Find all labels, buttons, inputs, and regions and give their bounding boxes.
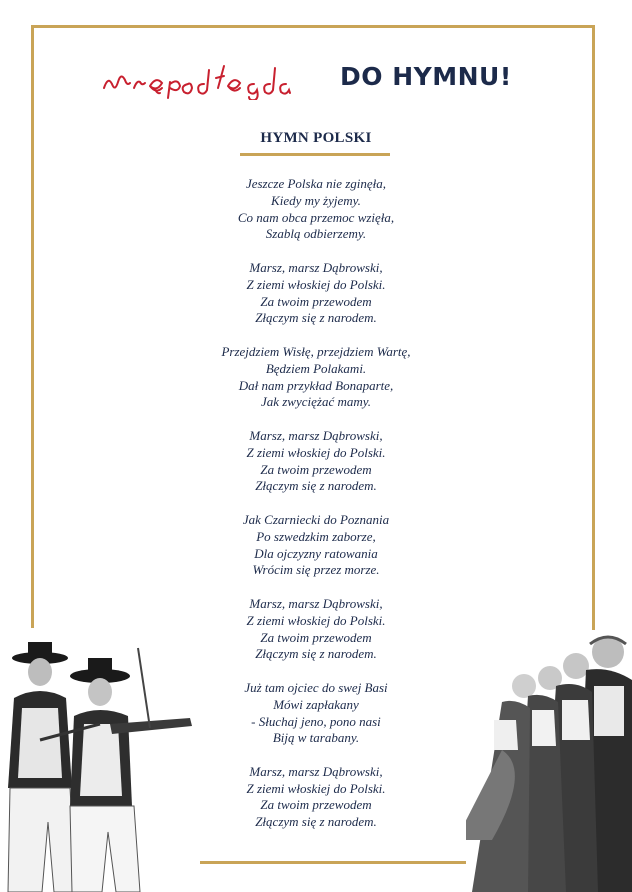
lyric-line: Marsz, marsz Dąbrowski, bbox=[249, 259, 383, 275]
folk-dancers-photo bbox=[466, 630, 632, 892]
lyric-line: Kiedy my żyjemy. bbox=[271, 192, 361, 208]
lyric-line: Za twoim przewodem bbox=[260, 461, 372, 477]
lyric-line: Złączym się z narodem. bbox=[255, 478, 377, 494]
page-title: DO HYMNU! bbox=[340, 62, 512, 91]
lyric-line: Z ziemi włoskiej do Polski. bbox=[246, 444, 386, 460]
lyric-line: Przejdziem Wisłę, przejdziem Wartę, bbox=[221, 343, 411, 359]
lyric-line: Już tam ojciec do swej Basi bbox=[244, 679, 388, 695]
lyric-line: Marsz, marsz Dąbrowski, bbox=[249, 763, 383, 779]
lyric-line: Co nam obca przemoc wzięła, bbox=[237, 209, 395, 225]
lyric-line: Dał nam przykład Bonaparte, bbox=[238, 377, 394, 393]
lyric-line: Za twoim przewodem bbox=[260, 293, 372, 309]
lyric-line: Z ziemi włoskiej do Polski. bbox=[246, 276, 386, 292]
lyric-line: Będziem Polakami. bbox=[265, 360, 367, 376]
lyric-line: - Słuchaj jeno, pono nasi bbox=[251, 713, 381, 729]
lyric-line: Złączym się z narodem. bbox=[255, 646, 377, 662]
lyric-line: Marsz, marsz Dąbrowski, bbox=[249, 595, 383, 611]
stanza bbox=[0, 512, 632, 579]
lyric-line: Biją w tarabany. bbox=[272, 730, 360, 746]
hymn-title: HYMN POLSKI bbox=[260, 130, 372, 146]
lyric-line: Wrócim się przez morze. bbox=[252, 562, 380, 578]
stanza bbox=[0, 176, 632, 243]
stanza bbox=[0, 260, 632, 327]
lyric-line: Złączym się z narodem. bbox=[255, 310, 377, 326]
stanza bbox=[0, 428, 632, 495]
lyric-line: Jak Czarniecki do Poznania bbox=[242, 511, 390, 527]
lyric-line: Dla ojczyzny ratowania bbox=[254, 545, 378, 561]
stanza bbox=[0, 344, 632, 411]
lyric-line: Jeszcze Polska nie zginęła, bbox=[245, 176, 387, 191]
lyric-line: Za twoim przewodem bbox=[260, 797, 372, 813]
lyric-line: Mówi zapłakany bbox=[273, 696, 359, 712]
folk-musicians-photo bbox=[0, 628, 200, 892]
lyric-line: Jak zwyciężać mamy. bbox=[260, 394, 372, 410]
lyric-line: Złączym się z narodem. bbox=[255, 814, 377, 830]
lyric-line: Z ziemi włoskiej do Polski. bbox=[246, 780, 386, 796]
lyric-line: Z ziemi włoskiej do Polski. bbox=[246, 612, 386, 628]
niepodlegla-logo bbox=[100, 58, 315, 100]
title-underline bbox=[240, 153, 390, 156]
lyric-line: Marsz, marsz Dąbrowski, bbox=[249, 427, 383, 443]
lyric-line: Szablą odbierzemy. bbox=[265, 226, 367, 242]
lyric-line: Za twoim przewodem bbox=[260, 629, 372, 645]
lyric-line: Po szwedzkim zaborze, bbox=[256, 528, 376, 544]
